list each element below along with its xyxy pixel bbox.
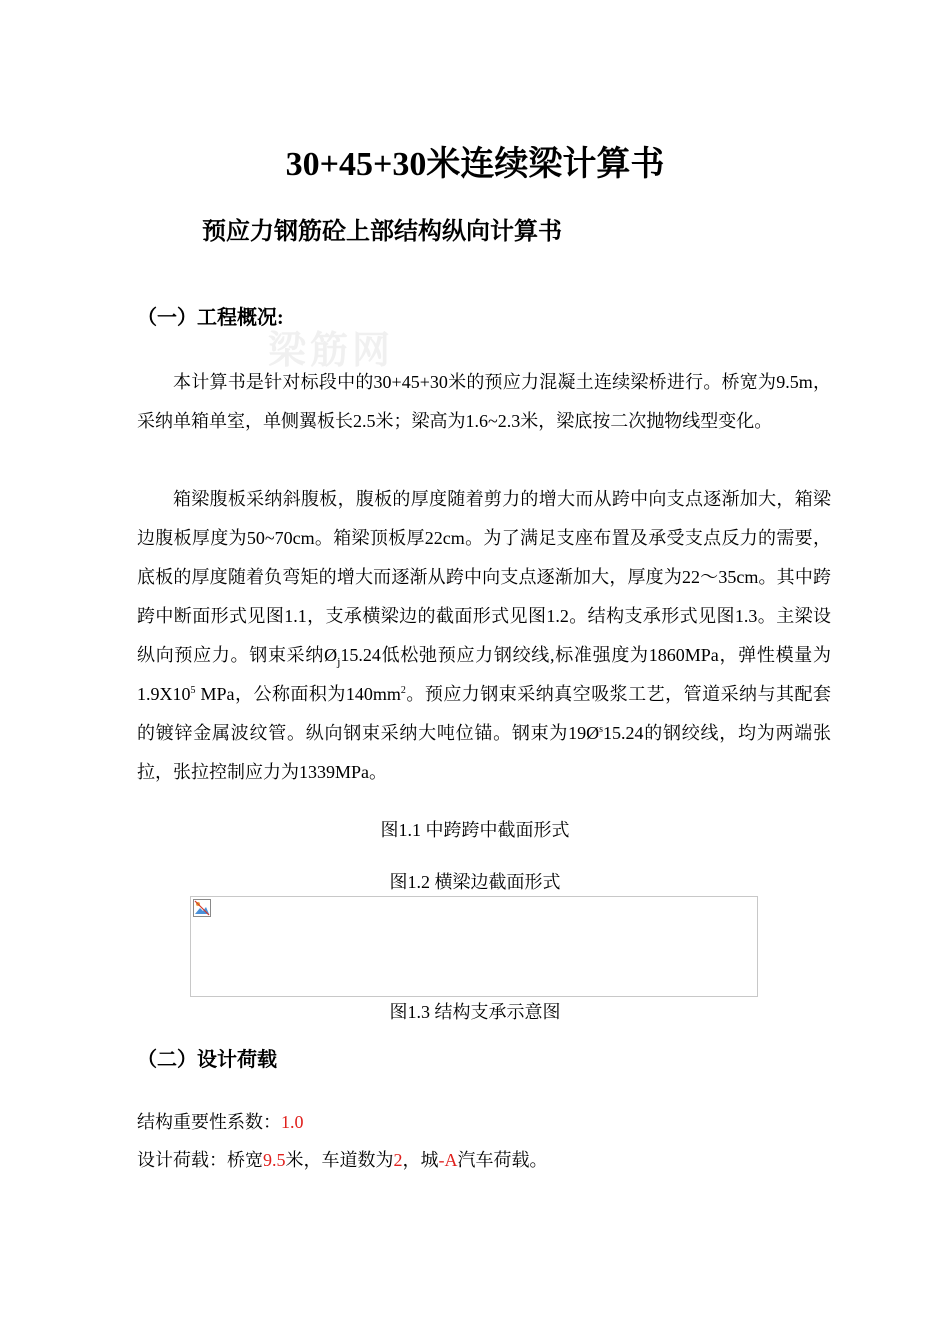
paragraph-text: MPa，公称面积为140mm	[195, 684, 401, 704]
paragraph-overview-1: 本计算书是针对标段中的30+45+30米的预应力混凝土连续梁桥进行。桥宽为9.5m，采纳单箱单室，单侧翼板长2.5米；梁高为1.6~2.3米，梁底按二次抛物线型变化。	[137, 372, 831, 431]
subscript-j: j	[337, 654, 341, 669]
design-load-text: 米，车道数为	[285, 1150, 394, 1170]
figure-caption-1-1: 图1.1 中跨跨中截面形式	[380, 820, 570, 840]
paragraph-text: 箱梁腹板采纳斜腹板，腹板的厚度随着剪力的增大而从跨中向支点逐渐加大，箱梁边腹板厚度为50~70cm。箱梁顶板厚22cm。为了满足支座布置及承受支点反力的需要，底板的厚度随着负弯矩的增大而逐渐从跨中向支点逐渐加大，厚度为22～35cm。其中跨跨中断面形式见图1.1，支承横梁边的截面形式见图1.2。结构支承形式见图1.3。主梁设纵向预应力。钢束采纳Ø	[137, 489, 831, 665]
paragraph-overview-2	[137, 480, 831, 792]
design-load-label: 设计荷载：桥宽	[137, 1150, 263, 1170]
figure-caption-1-2: 图1.2 横梁边截面形式	[389, 872, 561, 892]
figure-caption-1-3: 图1.3 结构支承示意图	[389, 1002, 561, 1022]
paragraph-text: 15.24低松弛预应力钢绞线,标准强度为1860MPa，弹性模量为1.9X10	[137, 645, 831, 704]
importance-factor-label: 结构重要性系数：	[137, 1112, 281, 1132]
bridge-width-value: 9.5	[263, 1150, 286, 1170]
design-load-text: 汽车荷载。	[457, 1150, 548, 1170]
design-load-line	[137, 1145, 548, 1175]
superscript-2: 2	[400, 685, 406, 696]
watermark-logo: 梁筋网	[268, 330, 395, 372]
superscript-5: 5	[190, 685, 196, 696]
broken-image-icon	[193, 899, 211, 917]
design-load-text: ，城	[402, 1150, 439, 1170]
document-subtitle: 预应力钢筋砼上部结构纵向计算书	[202, 219, 562, 245]
load-class-value: -A	[438, 1150, 458, 1170]
figure-placeholder	[190, 896, 758, 997]
document-title: 30+45+30米连续梁计算书	[285, 146, 665, 183]
paragraph-text: 15.24的钢绞线，均为两端张拉，张拉控制应力为1339MPa。	[137, 723, 831, 782]
section-heading-overview: （一）工程概况:	[137, 307, 284, 329]
importance-factor-line	[137, 1107, 304, 1137]
lane-count-value: 2	[393, 1150, 403, 1170]
section-heading-design-load: （二）设计荷载	[137, 1049, 277, 1071]
paragraph-text: 。预应力钢束采纳真空吸浆工艺，管道采纳与其配套的镀锌金属波纹管。纵向钢束采纳大吨位锚。钢束为19Ø	[137, 684, 831, 743]
importance-factor-value: 1.0	[281, 1112, 304, 1132]
superscript-s: s	[599, 724, 604, 735]
